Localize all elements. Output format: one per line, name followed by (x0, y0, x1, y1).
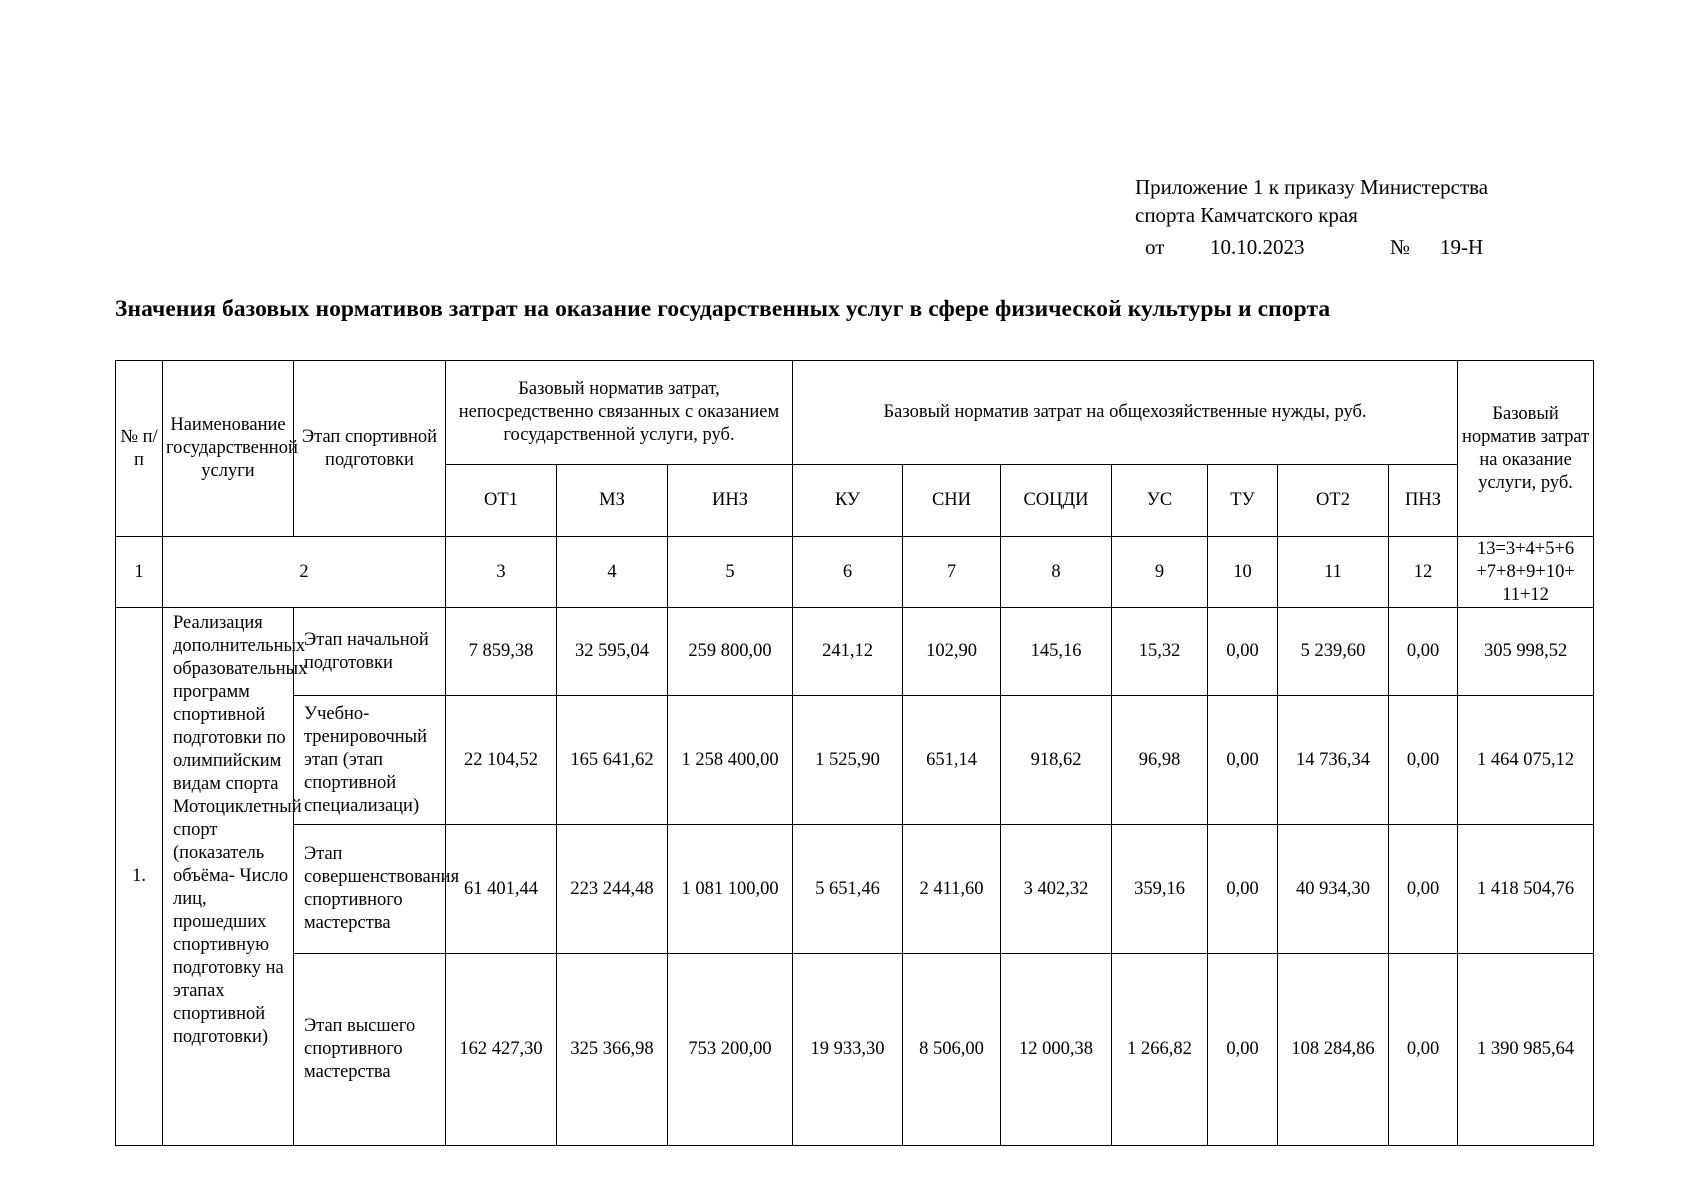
value-cell: 753 200,00 (668, 954, 793, 1146)
value-cell: 7 859,38 (446, 608, 557, 696)
numbering-cell: 13=3+4+5+6 +7+8+9+10+ 11+12 (1458, 537, 1594, 608)
value-cell: 8 506,00 (903, 954, 1001, 1146)
value-cell: 1 266,82 (1112, 954, 1208, 1146)
appendix-line-2: спорта Камчатского края (1135, 203, 1358, 227)
appendix-line-1: Приложение 1 к приказу Министерства (1135, 175, 1489, 199)
col-header: СНИ (903, 465, 1001, 537)
appendix-header (1135, 173, 1488, 259)
numbering-cell: 2 (163, 537, 446, 608)
total-cell: 1 464 075,12 (1458, 696, 1594, 825)
row-number: 1. (116, 608, 163, 1146)
order-date: 10.10.2023 (1210, 235, 1305, 259)
value-cell: 15,32 (1112, 608, 1208, 696)
value-cell: 12 000,38 (1001, 954, 1112, 1146)
col-header: ОТ1 (446, 465, 557, 537)
numbering-cell: 12 (1389, 537, 1458, 608)
value-cell: 0,00 (1389, 954, 1458, 1146)
stage-name: Этап начальной подготовки (294, 608, 446, 696)
value-cell: 22 104,52 (446, 696, 557, 825)
stage-name: Этап высшего спортивного мастерства (294, 954, 446, 1146)
total-cell: 1 418 504,76 (1458, 825, 1594, 954)
value-cell: 0,00 (1208, 825, 1278, 954)
value-cell: 32 595,04 (557, 608, 668, 696)
value-cell: 0,00 (1389, 696, 1458, 825)
numbering-cell: 8 (1001, 537, 1112, 608)
order-number: 19-Н (1440, 235, 1484, 259)
value-cell: 0,00 (1389, 608, 1458, 696)
value-cell: 1 081 100,00 (668, 825, 793, 954)
value-cell: 1 258 400,00 (668, 696, 793, 825)
col-header: КУ (793, 465, 903, 537)
value-cell: 359,16 (1112, 825, 1208, 954)
header-service-name: Наименование государственной услуги (163, 361, 294, 537)
header-stage: Этап спортивной подготовки (294, 361, 446, 537)
numbering-cell: 4 (557, 537, 668, 608)
value-cell: 325 366,98 (557, 954, 668, 1146)
total-cell: 305 998,52 (1458, 608, 1594, 696)
number-sign: № (1390, 235, 1411, 259)
value-cell: 145,16 (1001, 608, 1112, 696)
value-cell: 162 427,30 (446, 954, 557, 1146)
service-name: Реализация дополнительных образовательных программ спортивной подготовки по олимпийским видам спорта Мотоциклетный спорт (показатель объёма- Число лиц, прошедших спортивную подготовку на этапах спортивной подготовки) (163, 608, 294, 1146)
numbering-cell: 9 (1112, 537, 1208, 608)
col-header: МЗ (557, 465, 668, 537)
header-general-costs: Базовый норматив затрат на общехозяйственные нужды, руб. (793, 361, 1458, 465)
value-cell: 259 800,00 (668, 608, 793, 696)
value-cell: 0,00 (1208, 608, 1278, 696)
value-cell: 102,90 (903, 608, 1001, 696)
value-cell: 0,00 (1208, 696, 1278, 825)
value-cell: 96,98 (1112, 696, 1208, 825)
stage-name: Учебно-тренировочный этап (этап спортивной специализаци) (294, 696, 446, 825)
value-cell: 5 651,46 (793, 825, 903, 954)
value-cell: 3 402,32 (1001, 825, 1112, 954)
value-cell: 61 401,44 (446, 825, 557, 954)
value-cell: 651,14 (903, 696, 1001, 825)
value-cell: 0,00 (1389, 825, 1458, 954)
value-cell: 918,62 (1001, 696, 1112, 825)
value-cell: 0,00 (1208, 954, 1278, 1146)
value-cell: 223 244,48 (557, 825, 668, 954)
value-cell: 40 934,30 (1278, 825, 1389, 954)
from-label: от (1145, 235, 1165, 259)
total-cell: 1 390 985,64 (1458, 954, 1594, 1146)
col-header: ПНЗ (1389, 465, 1458, 537)
value-cell: 2 411,60 (903, 825, 1001, 954)
value-cell: 14 736,34 (1278, 696, 1389, 825)
numbering-cell: 6 (793, 537, 903, 608)
value-cell: 108 284,86 (1278, 954, 1389, 1146)
header-num: № п/п (116, 361, 163, 537)
col-header: ТУ (1208, 465, 1278, 537)
numbering-cell: 10 (1208, 537, 1278, 608)
header-total: Базовый норматив затрат на оказание услуги, руб. (1458, 361, 1594, 537)
numbering-cell: 1 (116, 537, 163, 608)
value-cell: 5 239,60 (1278, 608, 1389, 696)
col-header: УС (1112, 465, 1208, 537)
stage-name: Этап совершенствования спортивного мастерства (294, 825, 446, 954)
numbering-cell: 11 (1278, 537, 1389, 608)
document-title: Значения базовых нормативов затрат на оказание государственных услуг в сфере физической культуры и спорта (115, 296, 1331, 322)
value-cell: 241,12 (793, 608, 903, 696)
value-cell: 19 933,30 (793, 954, 903, 1146)
order-details (1135, 229, 1488, 259)
numbering-cell: 5 (668, 537, 793, 608)
col-header: СОЦДИ (1001, 465, 1112, 537)
value-cell: 165 641,62 (557, 696, 668, 825)
numbering-cell: 3 (446, 537, 557, 608)
header-direct-costs: Базовый норматив затрат, непосредственно связанных с оказанием государственной услуги, руб. (446, 361, 793, 465)
col-header: ИНЗ (668, 465, 793, 537)
col-header: ОТ2 (1278, 465, 1389, 537)
numbering-cell: 7 (903, 537, 1001, 608)
norms-table (115, 360, 1594, 1146)
value-cell: 1 525,90 (793, 696, 903, 825)
